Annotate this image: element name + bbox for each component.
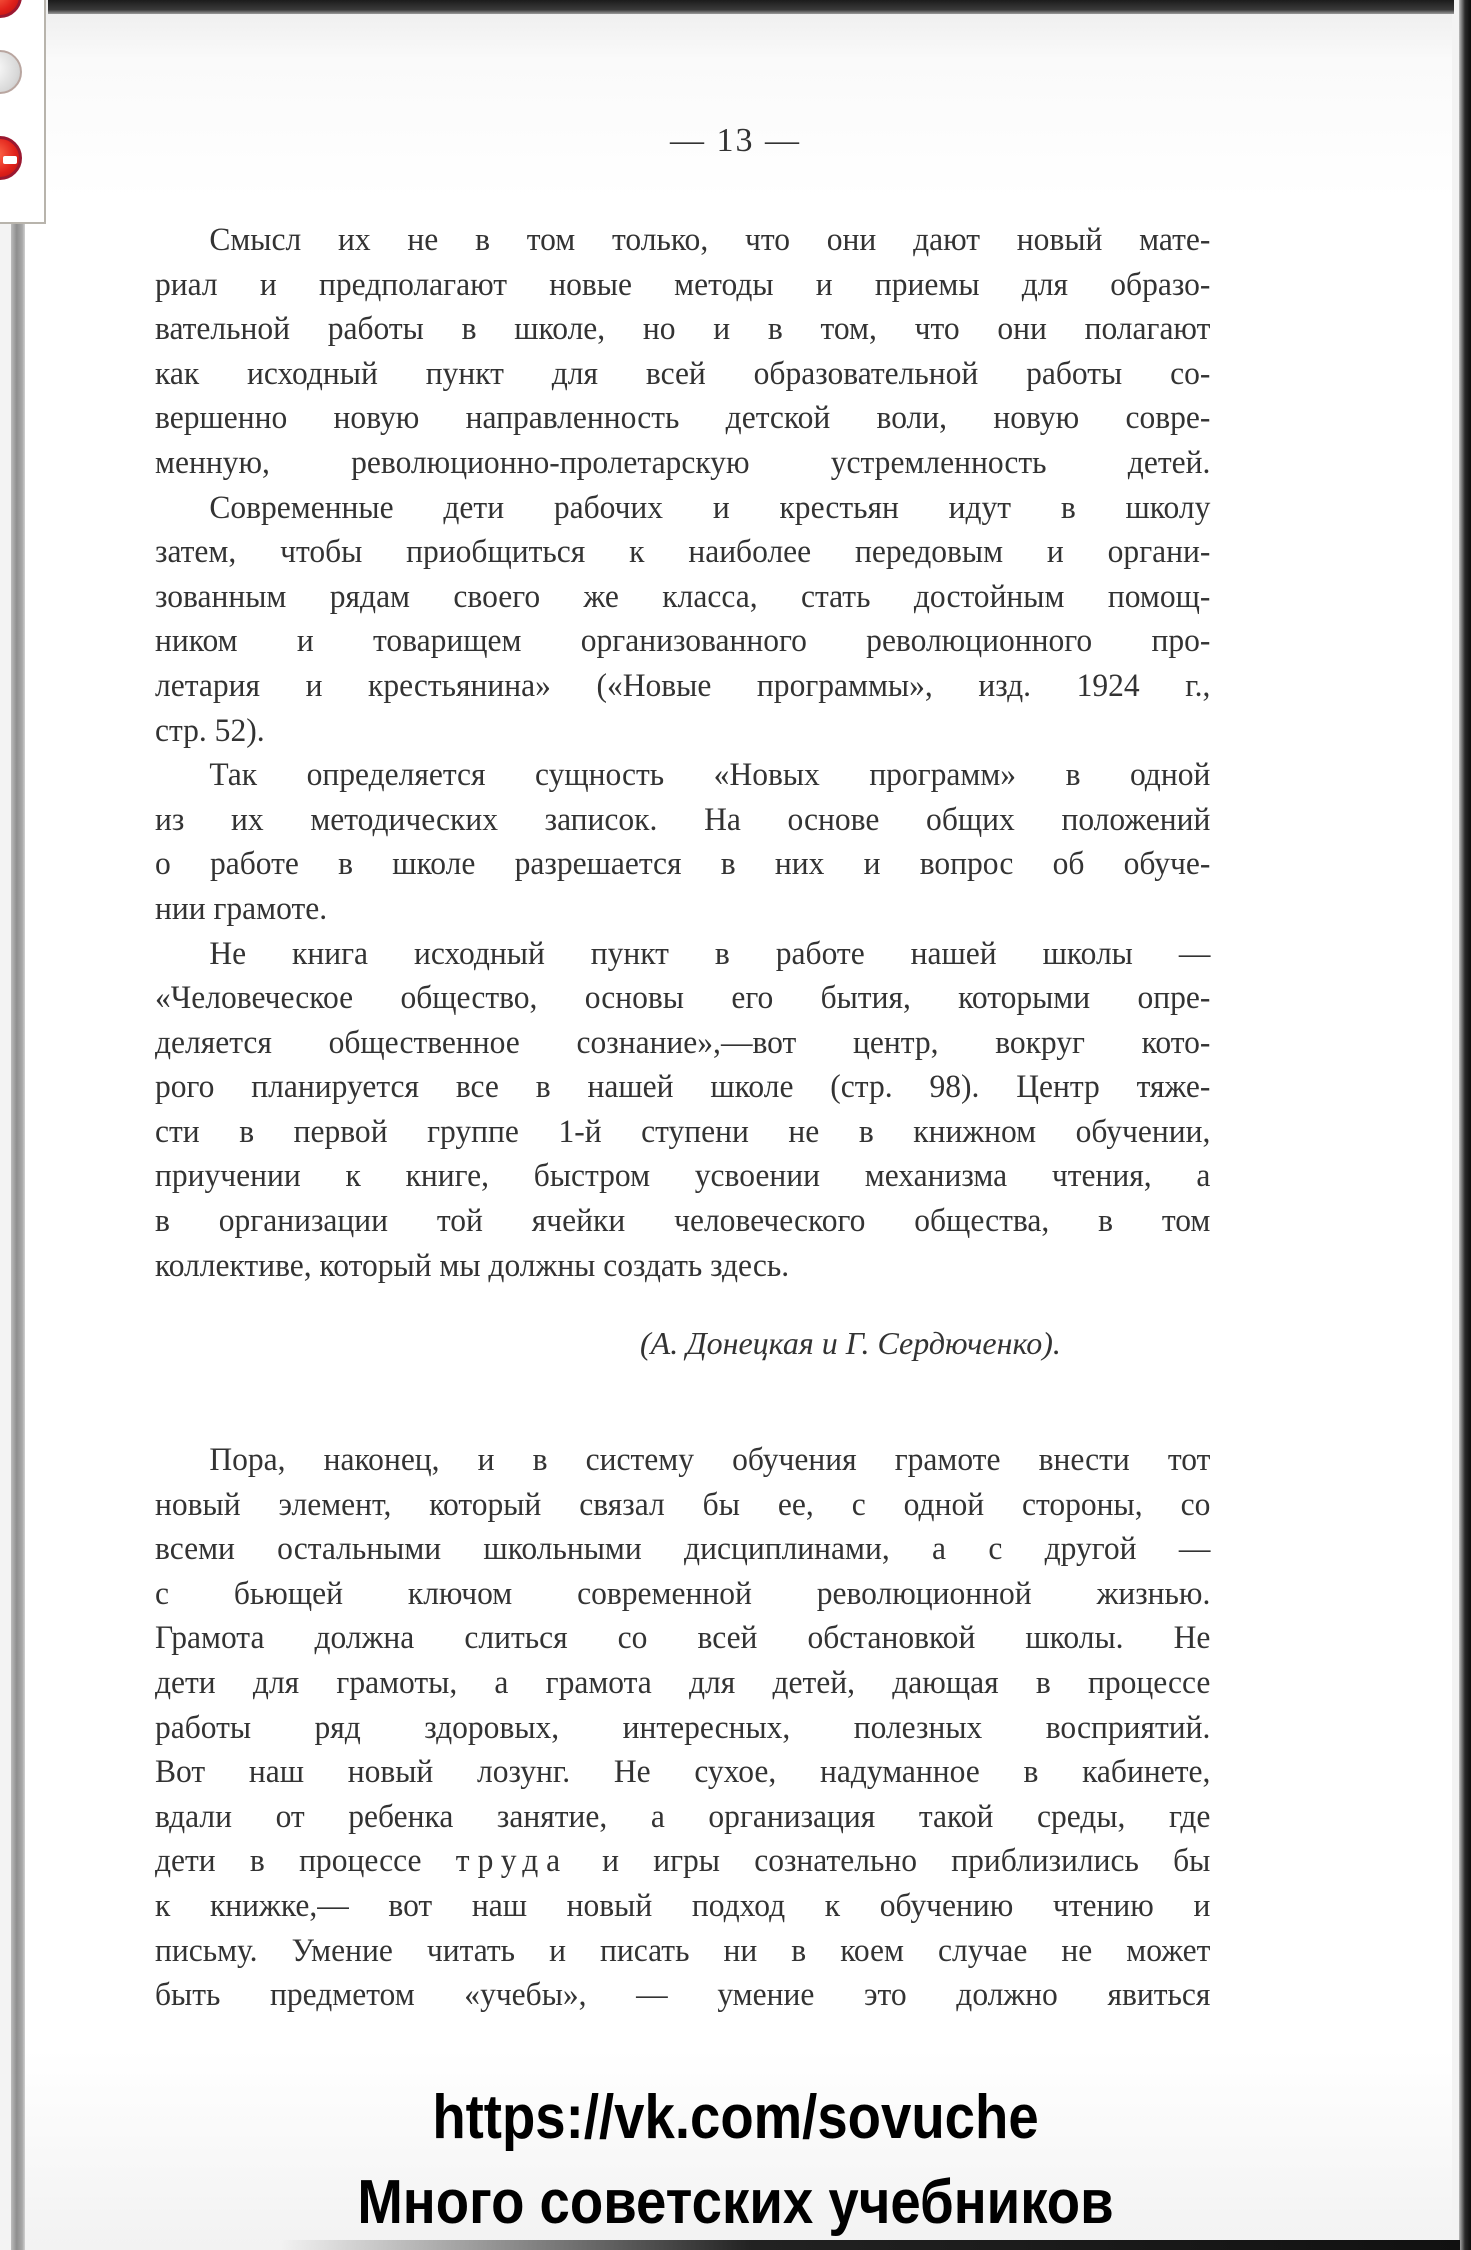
text-line: нии грамоте. xyxy=(155,890,328,927)
text-line: зованным рядам своего же класса, стать достойным помощ- xyxy=(155,578,1211,615)
text-line: работы ряд здоровых, интересных, полезных восприятий. xyxy=(155,1709,1211,1746)
watermark-caption: Много советских учебников xyxy=(357,2168,1114,2237)
text-line: Смысл их не в том только, что они дают новый мате- xyxy=(209,222,1211,258)
text-line-mixed xyxy=(155,1839,1210,1884)
text-line: сти в первой группе 1-й ступени не в книжном обучении, xyxy=(155,1113,1211,1150)
page-number: — 13 — xyxy=(670,122,801,159)
scan-bottom-edge xyxy=(280,2240,1460,2250)
text-line: ником и товарищем организованного революционного про- xyxy=(155,623,1211,660)
red-circle-icon[interactable] xyxy=(0,0,22,18)
text-line: риал и предполагают новые методы и приемы для образо- xyxy=(155,266,1211,303)
text-line: Не книга исходный пункт в работе нашей школы — xyxy=(209,935,1211,972)
text-line: новый элемент, который связал бы ее, с одной стороны, со xyxy=(155,1486,1211,1523)
body-text-section-2 xyxy=(155,1438,1210,2018)
text-line: Современные дети рабочих и крестьян идут в школу xyxy=(209,489,1211,526)
text-line: коллективе, который мы должны создать здесь. xyxy=(155,1247,790,1284)
text-line: вершенно новую направленность детской воли, новую совре- xyxy=(155,400,1211,437)
side-widget-panel xyxy=(0,0,46,224)
emphasized-word: труда xyxy=(455,1843,568,1880)
text-line: «Человеческое общество, основы его бытия, которыми опре- xyxy=(155,980,1211,1017)
text-line: с бьющей ключом современной революционной жизнью. xyxy=(155,1575,1211,1612)
minus-glyph xyxy=(3,156,17,164)
watermark-url: https://vk.com/sovuche xyxy=(432,2083,1039,2152)
text-line: как исходный пункт для всей образовательной работы со- xyxy=(155,355,1211,392)
text-fragment: и игры сознательно приблизились бы xyxy=(602,1843,1211,1880)
text-line: о работе в школе разрешается в них и вопрос об обуче- xyxy=(155,846,1211,883)
text-line: приучении к книге, быстром усвоении механизма чтения, а xyxy=(155,1158,1211,1195)
red-minus-circle-icon[interactable] xyxy=(0,136,22,180)
text-line: из их методических записок. На основе общих положений xyxy=(155,801,1211,838)
text-line: летария и крестьянина» («Новые программы», изд. 1924 г., xyxy=(155,667,1211,704)
text-line: к книжке,— вот наш новый подход к обучению чтению и xyxy=(155,1887,1211,1924)
body-text-section-1 xyxy=(155,218,1210,1288)
text-line: вательной работы в школе, но и в том, что они полагают xyxy=(155,311,1211,348)
text-line: письму. Умение читать и писать ни в коем случае не может xyxy=(155,1932,1211,1969)
text-line: менную, революционно-пролетарскую устремленность детей. xyxy=(155,444,1211,481)
text-line: в организации той ячейки человеческого общества, в том xyxy=(155,1203,1211,1240)
text-line: вдали от ребенка занятие, а организация такой среды, где xyxy=(155,1798,1211,1835)
text-line: Вот наш новый лозунг. Не сухое, надуманное в кабинете, xyxy=(155,1754,1211,1791)
text-line: стр. 52). xyxy=(155,712,265,749)
scan-top-edge xyxy=(48,0,1454,14)
text-line: всеми остальными школьными дисциплинами, а с другой — xyxy=(155,1531,1211,1568)
text-line: затем, чтобы приобщиться к наиболее передовым и органи- xyxy=(155,534,1211,571)
text-line: Грамота должна слиться со всей обстановкой школы. Не xyxy=(155,1620,1211,1657)
text-line: Пора, наконец, и в систему обучения грамоте внести тот xyxy=(209,1442,1211,1478)
text-fragment: дети в процессе xyxy=(155,1843,422,1880)
quote-attribution: (А. Донецкая и Г. Сердюченко). xyxy=(640,1325,1061,1361)
text-line: деляется общественное сознание»,—вот центр, вокруг кото- xyxy=(155,1024,1211,1061)
text-line: рого планируется все в нашей школе (стр. 98). Центр тяже- xyxy=(155,1069,1211,1106)
text-line: дети для грамоты, а грамота для детей, дающая в процессе xyxy=(155,1664,1211,1701)
grey-circle-icon[interactable] xyxy=(0,50,22,94)
text-line: Так определяется сущность «Новых программ» в одной xyxy=(209,757,1211,794)
text-line: быть предметом «учебы», — умение это должно явиться xyxy=(155,1977,1211,2014)
scan-right-edge xyxy=(1459,0,1471,2250)
book-spine-edge xyxy=(11,224,25,2250)
